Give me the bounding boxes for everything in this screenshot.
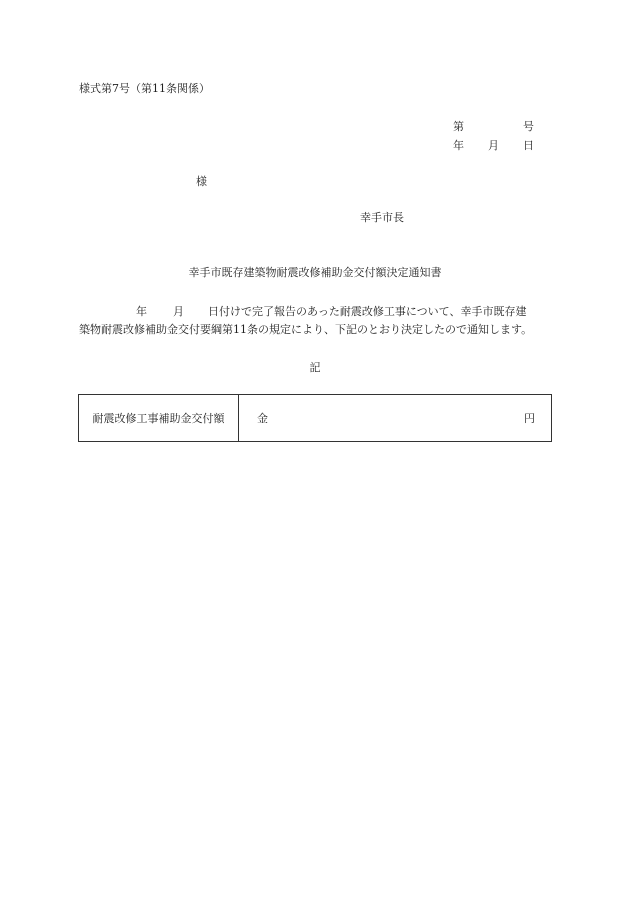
number-dai-label: 第 (453, 120, 464, 133)
amount-unit: 円 (524, 412, 535, 425)
number-go-label: 号 (523, 120, 534, 133)
body-line1-text: 日付けで完了報告のあった耐震改修工事について、幸手市既存建 (208, 305, 527, 318)
amount-prefix: 金 (257, 412, 268, 425)
date-year-label: 年 (453, 139, 464, 152)
body-year-label: 年 (136, 305, 147, 318)
ki-heading: 記 (309, 361, 321, 374)
addressee-honorific: 様 (196, 175, 207, 188)
date-day-label: 日 (523, 139, 534, 152)
form-label: 様式第7号（第11条関係） (79, 82, 210, 95)
issuer-name: 幸手市長 (360, 211, 404, 224)
body-month-label: 月 (173, 305, 184, 318)
body-text-line-2: 築物耐震改修補助金交付要綱第11条の規定により、下記のとおり決定したので通知します。 (79, 323, 533, 336)
date-month-label: 月 (488, 139, 499, 152)
subsidy-amount-label: 耐震改修工事補助金交付額 (79, 395, 239, 441)
subsidy-amount-table (78, 394, 552, 442)
document-title: 幸手市既存建築物耐震改修補助金交付額決定通知書 (188, 266, 442, 279)
